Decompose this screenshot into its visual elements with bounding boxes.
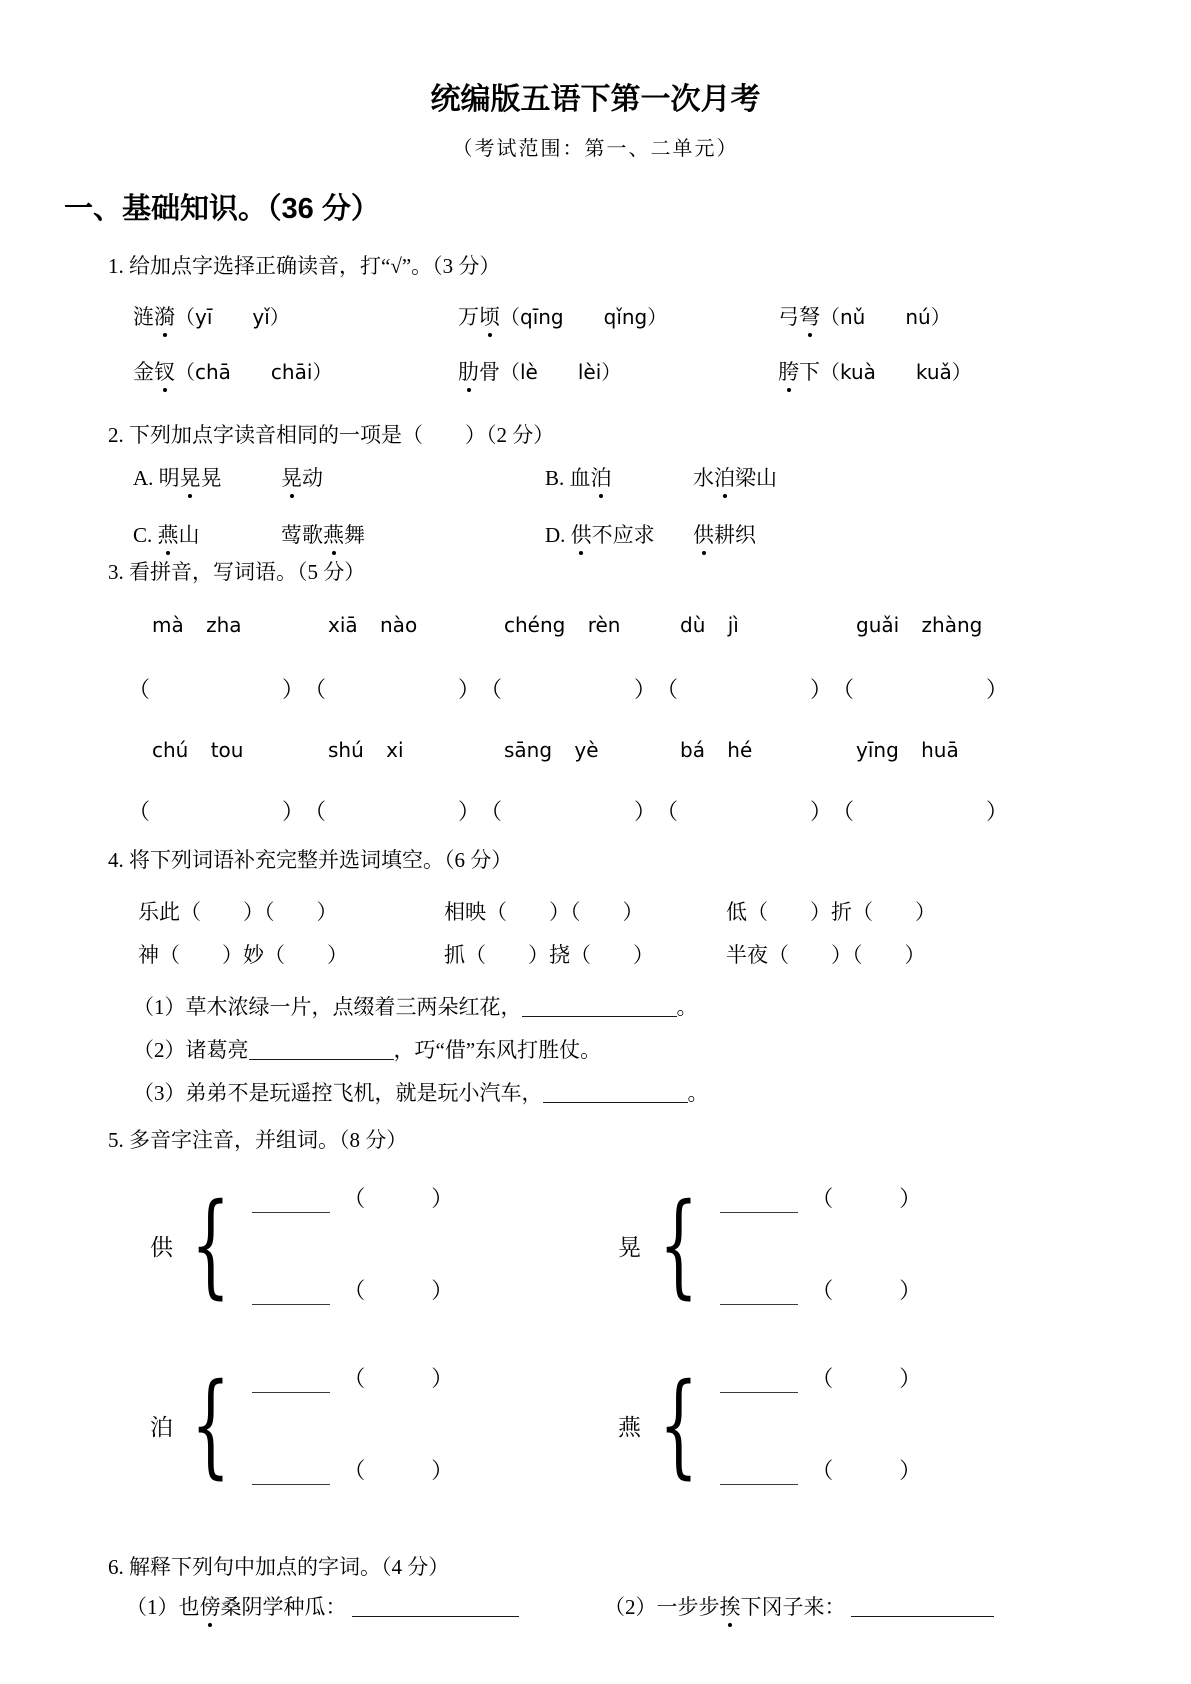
branch [720,1365,921,1393]
option-label: A. [133,466,154,490]
emphasis-dotted-char: 燕 [157,523,179,547]
hanzi-pre: 莺歌 [281,523,323,547]
hanzi-post: 不应求 [591,523,655,547]
q3-pinyin-cell: shú xi [328,738,404,762]
branch [720,1457,921,1485]
branch-blank-line [252,1466,330,1485]
branch [252,1365,453,1393]
hanzi-pre: 弓 [778,305,799,329]
q1-item [778,303,951,331]
q3-blank-cell: （ ） [832,677,1009,702]
q4-phrase: 低（ ）折（ ） [726,900,936,924]
q3-pinyin-cell: guǎi zhàng [856,613,983,637]
option-label: C. [133,523,153,547]
q2-option-d [545,521,957,549]
emphasis-dotted-char: 供 [693,523,714,547]
branch-paren-blank: （ ） [811,1278,922,1303]
hanzi-post: 晃 [200,466,222,490]
q1-item [458,303,778,331]
q6-prompt: 6. 解释下列句中加点的字词。（4 分） [108,1555,450,1579]
branch-blank-line [252,1374,330,1393]
hanzi-post: 下 [799,360,820,384]
q6-row [126,1593,1191,1621]
page-title: 统编版五语下第一次月考 [430,83,761,116]
q4-phrase: 相映（ ）（ ） [444,900,644,924]
option-label: B. [545,466,565,490]
exam-scope-subtitle: （考试范围：第一、二单元） [452,138,739,160]
option-word-1 [133,521,281,549]
option-word-1 [545,521,693,549]
hanzi-pre: 涟 [133,305,154,329]
hanzi-post: 骨 [479,360,500,384]
emphasis-dotted-char: 胯 [778,360,799,384]
hanzi-post: 山 [178,523,200,547]
branch-paren-blank: （ ） [343,1186,454,1211]
branch [720,1185,921,1213]
q3-blank-cell: （ ） [832,799,1009,824]
q4-row-1 [138,898,1191,926]
q3-pinyin-row-1 [128,612,1191,638]
hanzi-post: 动 [302,466,323,490]
pinyin-choices: （qīng qǐng） [500,305,668,329]
sentence-pre: （3）弟弟不是玩遥控飞机，就是玩小汽车， [133,1081,543,1105]
sentence-post: 下冈子来： [740,1595,846,1619]
branches [252,1185,453,1305]
q1-prompt: 1. 给加点字选择正确读音，打“√”。（3 分） [108,254,501,278]
q1-item [133,358,458,386]
hanzi-pre: 万 [458,305,479,329]
q3-blank-cell: （ ） [656,799,833,824]
emphasis-dotted-char: 燕 [323,523,344,547]
emphasis-dotted-char: 泊 [714,466,735,490]
blank-line [352,1612,519,1617]
branch-paren-blank: （ ） [811,1458,922,1483]
q2-row-2 [133,521,1191,549]
q3-blank-cell: （ ） [128,799,305,824]
option-word-2 [281,521,365,549]
option-word-1 [133,464,281,492]
branch-paren-blank: （ ） [811,1366,922,1391]
sentence-post: 桑阴学种瓜： [220,1595,347,1619]
emphasis-dotted-char: 晃 [281,466,302,490]
q5-structure [150,1180,618,1310]
curly-brace: { [191,1360,231,1490]
option-word-1 [545,464,693,492]
q5-structure [150,1360,618,1490]
q3-blank-cell: （ ） [480,799,657,824]
q4-prompt: 4. 将下列词语补充完整并选词填空。（6 分） [108,848,513,872]
sentence-post: 。 [676,995,698,1019]
blank-line [543,1098,688,1103]
emphasis-dotted-char: 晃 [179,466,201,490]
branch-paren-blank: （ ） [343,1278,454,1303]
sentence-post: ，巧“借”东风打胜仗。 [393,1038,602,1062]
q2-option-b [545,464,957,492]
polyphone-char: 泊 [150,1414,173,1440]
curly-brace: { [659,1180,699,1310]
branch [720,1277,921,1305]
blank-line [522,1012,677,1017]
emphasis-dotted-char: 弩 [799,305,820,329]
q3-blank-cell: （ ） [656,677,833,702]
blank-line [249,1055,394,1060]
branches [720,1185,921,1305]
q3-blank-cell: （ ） [304,799,481,824]
sentence-pre: （2）诸葛亮 [133,1038,249,1062]
polyphone-char: 晃 [618,1234,641,1260]
q1-row-1 [133,303,1191,331]
branch [252,1457,453,1485]
pinyin-choices: （chā chāi） [175,360,333,384]
emphasis-dotted-char: 泊 [590,466,612,490]
branches [720,1365,921,1485]
pinyin-choices: （nǔ nú） [820,305,951,329]
q3-pinyin-cell: yīng huā [856,738,959,762]
q5-structures-row-1 [150,1180,1191,1310]
option-word-2 [693,464,777,492]
q1-item [458,358,778,386]
q2-option-a [133,464,545,492]
q5-structure [618,1360,922,1490]
q5-structure [618,1180,922,1310]
emphasis-dotted-char: 傍 [199,1595,221,1619]
q1-item [133,303,458,331]
q3-blank-cell: （ ） [128,677,305,702]
pinyin-choices: （yī yǐ） [175,305,290,329]
q3-pinyin-cell: dù jì [680,613,739,637]
q3-answer-row-1 [128,675,1191,705]
branch-paren-blank: （ ） [343,1458,454,1483]
q4-phrase: 乐此（ ）（ ） [138,900,338,924]
branch-paren-blank: （ ） [811,1186,922,1211]
q4-phrase: 神（ ）妙（ ） [138,943,348,967]
q5-structures-row-2 [150,1360,1191,1490]
q6-item [126,1593,604,1621]
q3-pinyin-cell: xiā nào [328,613,418,637]
q5-prompt: 5. 多音字注音，并组词。（8 分） [108,1128,408,1152]
hanzi-pre: 明 [158,466,180,490]
branch [252,1277,453,1305]
hanzi-post: 梁山 [735,466,777,490]
polyphone-char: 供 [150,1234,173,1260]
q4-phrase: 半夜（ ）（ ） [726,943,926,967]
q3-blank-cell: （ ） [304,677,481,702]
branch-blank-line [720,1286,798,1305]
emphasis-dotted-char: 挨 [719,1595,741,1619]
hanzi-post: 耕织 [714,523,756,547]
hanzi-post: 舞 [344,523,365,547]
branch-blank-line [720,1194,798,1213]
emphasis-dotted-char: 漪 [154,305,175,329]
emphasis-dotted-char: 钗 [154,360,175,384]
polyphone-char: 燕 [618,1414,641,1440]
branches [252,1365,453,1485]
sentence-pre: （1）也 [126,1595,200,1619]
branch-blank-line [252,1194,330,1213]
branch-blank-line [720,1374,798,1393]
sentence-pre: （2）一步步 [604,1595,720,1619]
q2-prompt: 2. 下列加点字读音相同的一项是（ ）（2 分） [108,423,555,447]
sentence-post: 。 [687,1081,709,1105]
q3-prompt: 3. 看拼音，写词语。（5 分） [108,560,366,584]
hanzi-pre: 金 [133,360,154,384]
q4-fill-3 [133,1079,1191,1107]
option-word-2 [693,521,756,549]
sentence-pre: （1）草木浓绿一片，点缀着三两朵红花， [133,995,522,1019]
curly-brace: { [659,1360,699,1490]
emphasis-dotted-char: 肋 [458,360,479,384]
branch [252,1185,453,1213]
q4-fill-2 [133,1036,1191,1064]
q1-item [778,358,972,386]
q4-row-2 [138,941,1191,969]
option-label: D. [545,523,566,547]
q4-fill-1 [133,993,1191,1021]
q1-row-2 [133,358,1191,386]
branch-blank-line [252,1286,330,1305]
hanzi-pre: 水 [693,466,714,490]
q3-pinyin-cell: chéng rèn [504,613,621,637]
q3-pinyin-cell: bá hé [680,738,753,762]
branch-blank-line [720,1466,798,1485]
q2-option-c [133,521,545,549]
emphasis-dotted-char: 顷 [479,305,500,329]
pinyin-choices: （lè lèi） [500,360,622,384]
hanzi-pre: 血 [569,466,591,490]
q3-pinyin-cell: sāng yè [504,738,599,762]
blank-line [851,1612,994,1617]
branch-paren-blank: （ ） [343,1366,454,1391]
option-word-2 [281,464,323,492]
emphasis-dotted-char: 供 [570,523,592,547]
curly-brace: { [191,1180,231,1310]
q3-pinyin-row-2 [128,737,1191,763]
q3-answer-row-2 [128,797,1191,827]
q6-item [604,1593,994,1621]
q2-row-1 [133,464,1191,492]
q3-pinyin-cell: mà zha [152,613,242,637]
pinyin-choices: （kuà kuǎ） [820,360,972,384]
q3-blank-cell: （ ） [480,677,657,702]
q3-pinyin-cell: chú tou [152,738,244,762]
q4-phrase: 抓（ ）挠（ ） [444,943,654,967]
section-1-heading: 一、基础知识。（36 分） [64,193,380,225]
